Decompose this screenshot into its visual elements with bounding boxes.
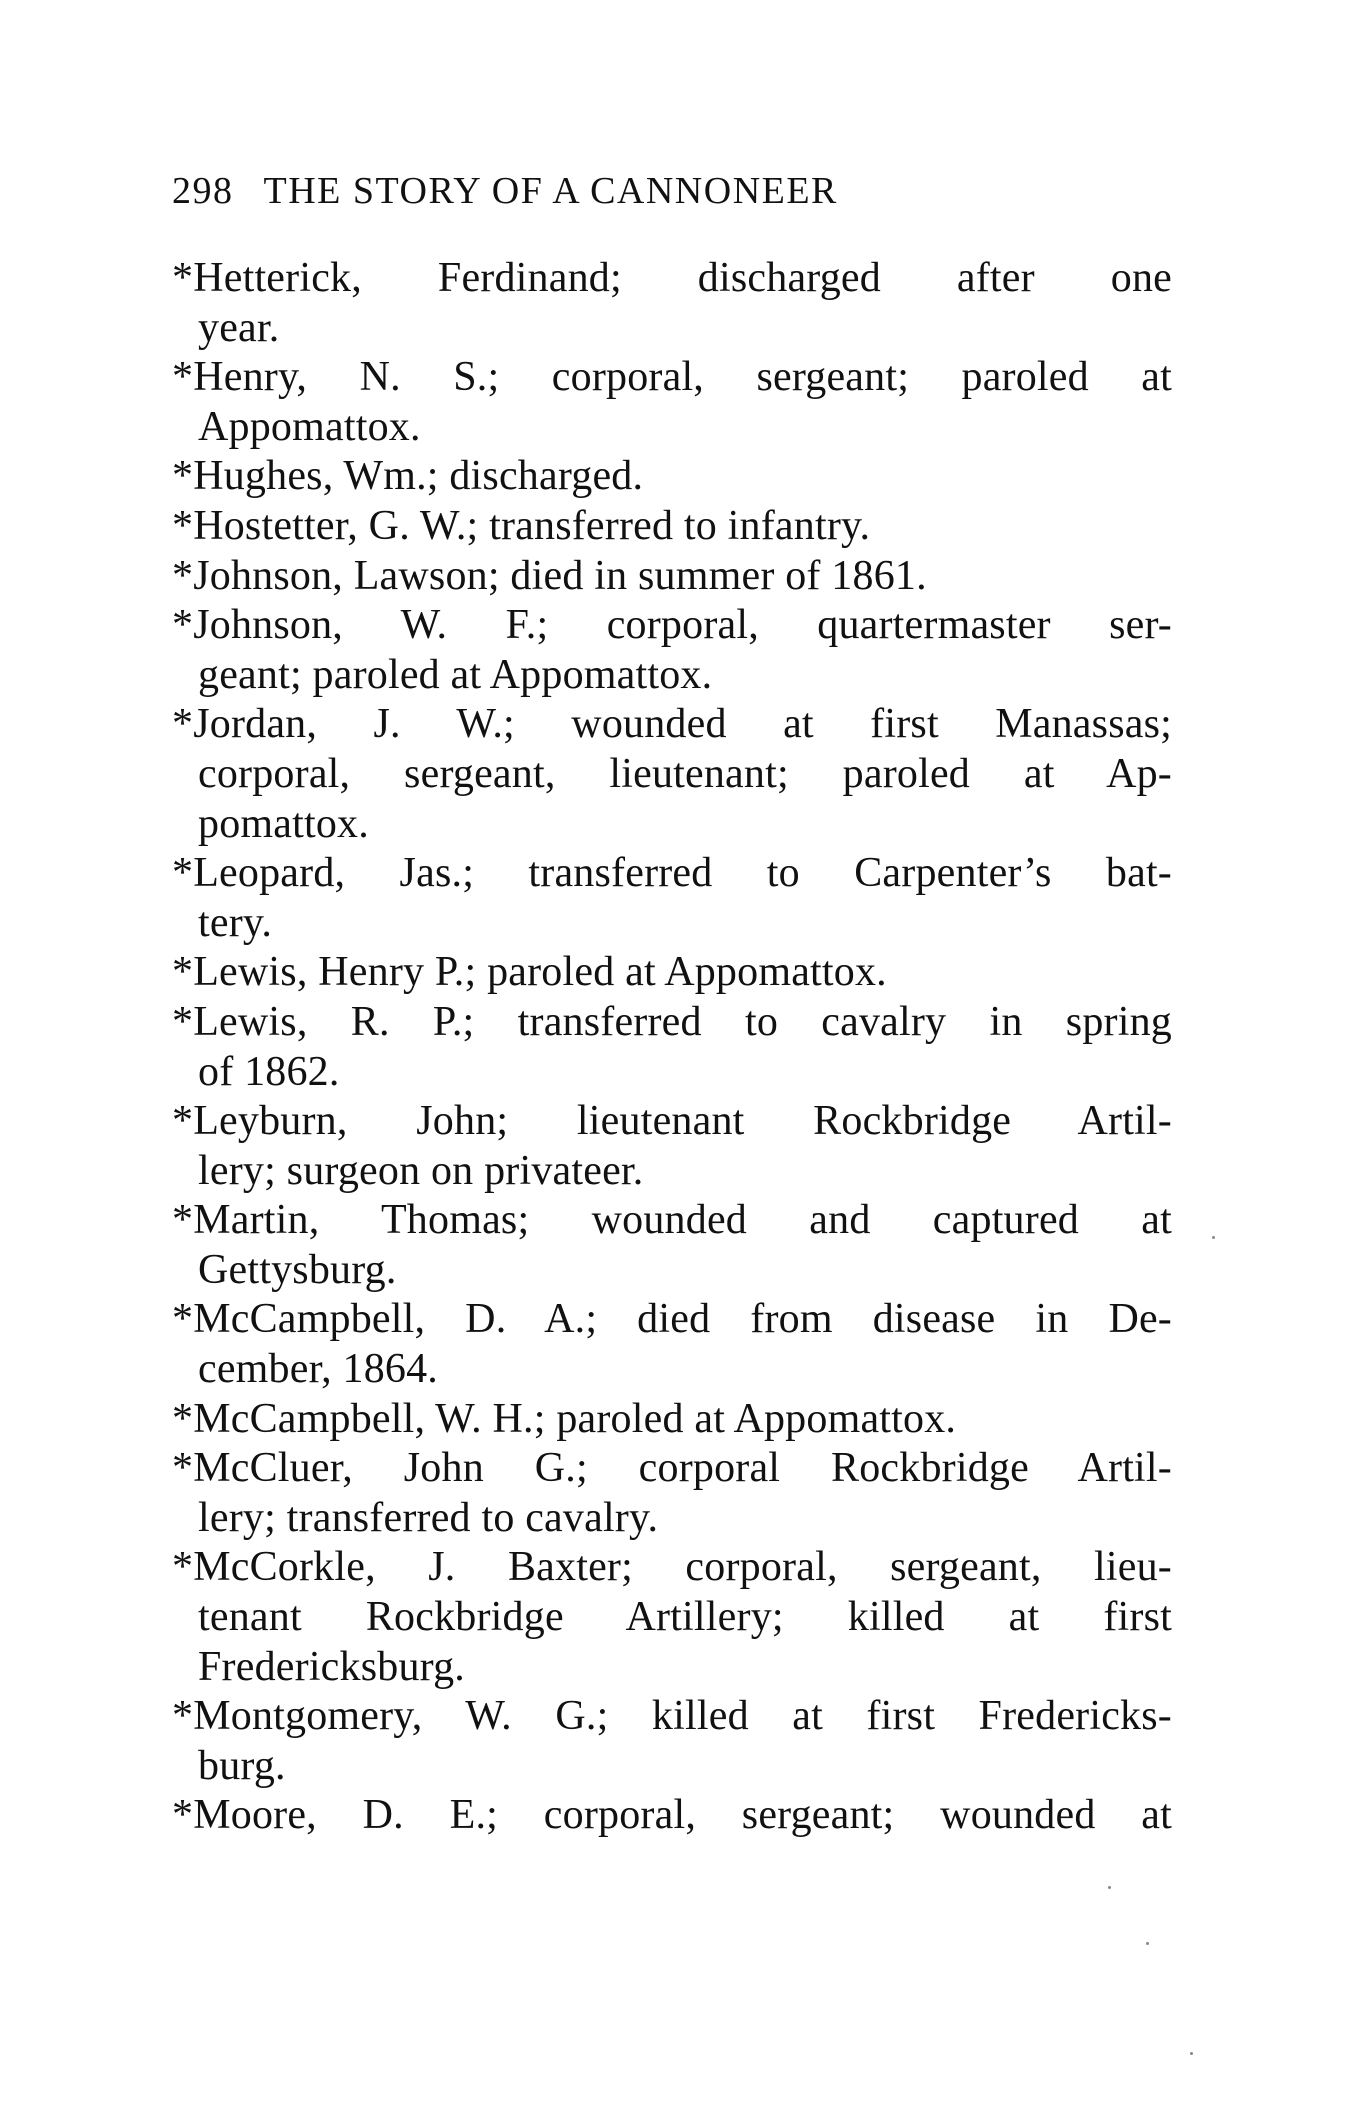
entry-continuation-line: year. (198, 304, 280, 351)
roster-entries (172, 254, 1172, 1841)
scan-speck (1146, 1942, 1149, 1945)
entry-continuation-line: Fredericksburg. (198, 1643, 465, 1690)
entry-continuation-line: tery. (198, 899, 273, 946)
entry-continuation-line: Appomattox. (198, 403, 421, 450)
entry-line: *McCampbell, D. A.; died from disease in De- (172, 1296, 1172, 1343)
entry-continuation-line: lery; surgeon on privateer. (198, 1147, 644, 1194)
entry-line: *Leopard, Jas.; transferred to Carpenter’s bat- (172, 850, 1172, 897)
entry-line: *Lewis, R. P.; transferred to cavalry in spring (172, 998, 1172, 1045)
entry-line: *Moore, D. E.; corporal, sergeant; wounded at (172, 1792, 1172, 1839)
entry-line: *Johnson, Lawson; died in summer of 1861. (172, 552, 927, 599)
entry-line: *Lewis, Henry P.; paroled at Appomattox. (172, 949, 887, 996)
entry-line: *Jordan, J. W.; wounded at first Manassas; (172, 701, 1172, 748)
entry-line: *Montgomery, W. G.; killed at first Fredericks- (172, 1693, 1172, 1740)
entry-continuation-line: pomattox. (198, 800, 369, 847)
entry-line: *Hughes, Wm.; discharged. (172, 453, 644, 500)
entry-continuation-line: tenant Rockbridge Artillery; killed at first (198, 1594, 1172, 1641)
page-number: 298 (172, 170, 234, 212)
entry-line: *Leyburn, John; lieutenant Rockbridge Artil- (172, 1098, 1172, 1145)
scan-speck (1212, 1236, 1215, 1239)
entry-line: *Hetterick, Ferdinand; discharged after one (172, 255, 1172, 301)
entry-continuation-line: of 1862. (198, 1048, 340, 1095)
scan-speck (1108, 1886, 1111, 1889)
entry-line: *Hostetter, G. W.; transferred to infantry. (172, 502, 871, 549)
entry-line: *McCluer, John G.; corporal Rockbridge Artil- (172, 1445, 1172, 1492)
entry-continuation-line: geant; paroled at Appomattox. (198, 651, 713, 698)
entry-line: *Martin, Thomas; wounded and captured at (172, 1197, 1172, 1244)
entry-line: *Johnson, W. F.; corporal, quartermaster ser- (172, 602, 1172, 649)
entry-continuation-line: lery; transferred to cavalry. (198, 1494, 659, 1541)
entry-continuation-line: corporal, sergeant, lieutenant; paroled at Ap- (198, 750, 1172, 797)
entry-line: *McCorkle, J. Baxter; corporal, sergeant, lieu- (172, 1544, 1172, 1591)
entry-continuation-line: cember, 1864. (198, 1346, 438, 1393)
running-header (172, 168, 838, 214)
entry-continuation-line: Gettysburg. (198, 1246, 397, 1293)
entry-line: *McCampbell, W. H.; paroled at Appomattox. (172, 1395, 957, 1442)
scan-speck (1190, 2052, 1193, 2055)
running-title: THE STORY OF A CANNONEER (263, 170, 838, 212)
entry-line: *Henry, N. S.; corporal, sergeant; paroled at (172, 354, 1172, 401)
entry-continuation-line: burg. (198, 1742, 286, 1789)
